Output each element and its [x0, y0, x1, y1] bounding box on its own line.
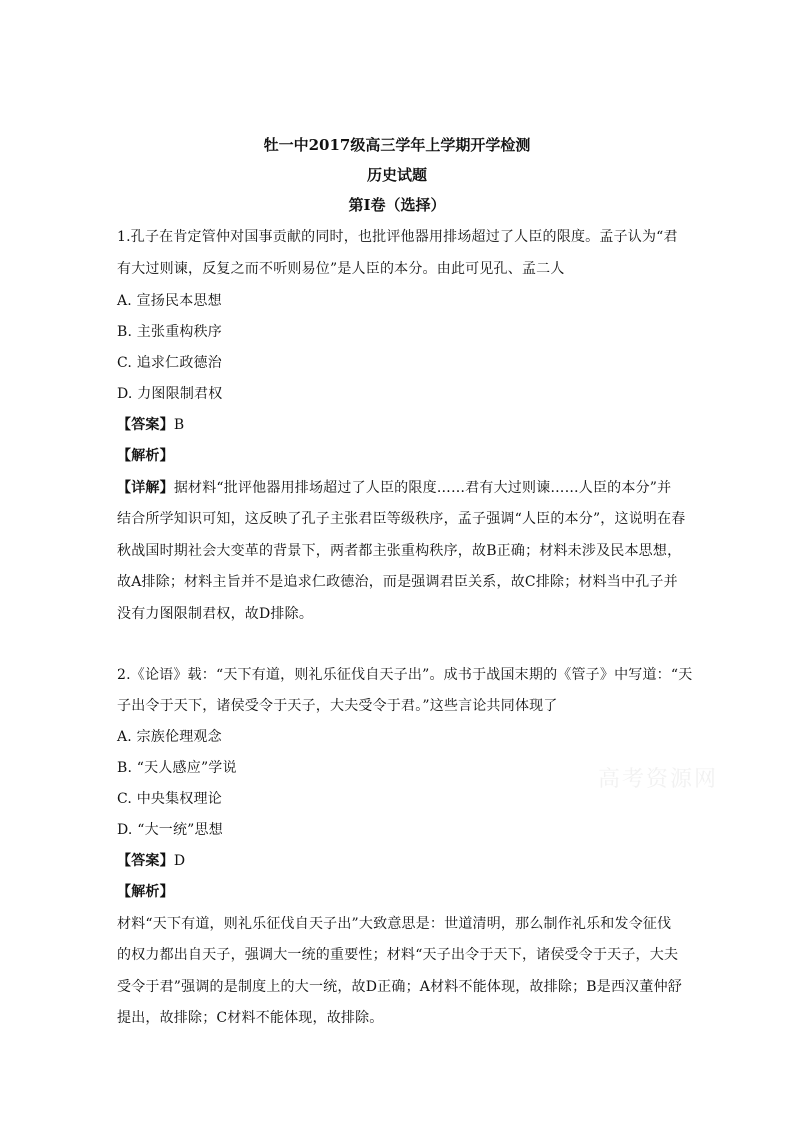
- q1-option-c: C. 追求仁政德治: [117, 355, 222, 371]
- q2-option-d: D. “大一统”思想: [117, 822, 223, 838]
- section-title: 第Ⅰ卷（选择）: [348, 196, 446, 214]
- exam-title: 牡一中2017级高三学年上学期开学检测: [263, 136, 531, 154]
- q1-detail-line: [117, 478, 671, 498]
- q2-answer: [117, 851, 185, 871]
- q1-detail-line: 故A排除；材料主旨并不是追求仁政德治，而是强调君臣关系，故C排除；材料当中孔子并: [117, 574, 678, 590]
- q1-detail-line: 秋战国时期社会大变革的背景下，两者都主张重构秩序，故B正确；材料未涉及民本思想，: [117, 543, 682, 559]
- q2-analysis-line: 的权力都出自天子，强调大一统的重要性；材料“天子出令于天下，诸侯受令于天子，大夫: [117, 947, 679, 963]
- detail-text: 据材料“批评他器用排场超过了人臣的限度……君有大过则谏……人臣的本分”并: [173, 480, 672, 496]
- answer-label: 【答案】: [117, 417, 174, 433]
- q2-stem-line: 子出令于天下，诸侯受令于天子，大夫受令于君。”这些言论共同体现了: [117, 698, 558, 714]
- answer-label: 【答案】: [117, 853, 174, 869]
- q1-answer: [117, 415, 184, 435]
- q1-detail-line: 结合所学知识可知，这反映了孔子主张君臣等级秩序，孟子强调“人臣的本分”，这说明在春: [117, 511, 686, 527]
- subject-title: 历史试题: [366, 166, 427, 184]
- q2-analysis-line: 提出，故排除；C材料不能体现，故排除。: [117, 1010, 384, 1026]
- q1-stem-line: 1.孔子在肯定管仲对国事贡献的同时，也批评他器用排场超过了人臣的限度。孟子认为“君: [117, 229, 678, 245]
- watermark: 高考资源网: [598, 767, 719, 792]
- q1-detail-line: 没有力图限制君权，故D排除。: [117, 606, 314, 622]
- q2-analysis-label: 【解析】: [117, 884, 174, 900]
- q1-option-b: B. 主张重构秩序: [117, 324, 222, 340]
- answer-value: D: [173, 853, 186, 869]
- q2-stem-line: 2.《论语》载：“天下有道，则礼乐征伐自天子出”。成书于战国末期的《管子》中写道：“天: [117, 667, 693, 683]
- q1-option-d: D. 力图限制君权: [117, 386, 223, 402]
- q2-option-c: C. 中央集权理论: [117, 791, 222, 807]
- q2-option-a: A. 宗族伦理观念: [117, 729, 222, 745]
- detail-label: 【详解】: [117, 480, 174, 496]
- answer-value: B: [173, 417, 185, 433]
- q2-analysis-line: 受令于君”强调的是制度上的大一统，故D正确；A材料不能体现，故排除；B是西汉董仲舒: [117, 979, 682, 995]
- q1-analysis-label: 【解析】: [117, 448, 174, 464]
- q2-option-b: B. “天人感应”学说: [117, 760, 237, 776]
- q2-analysis-line: 材料“天下有道，则礼乐征伐自天子出”大致意思是：世道清明，那么制作礼乐和发令征伐: [117, 916, 672, 932]
- q1-stem-line: 有大过则谏，反复之而不听则易位”是人臣的本分。由此可见孔、孟二人: [117, 261, 565, 277]
- q1-option-a: A. 宣扬民本思想: [117, 293, 222, 309]
